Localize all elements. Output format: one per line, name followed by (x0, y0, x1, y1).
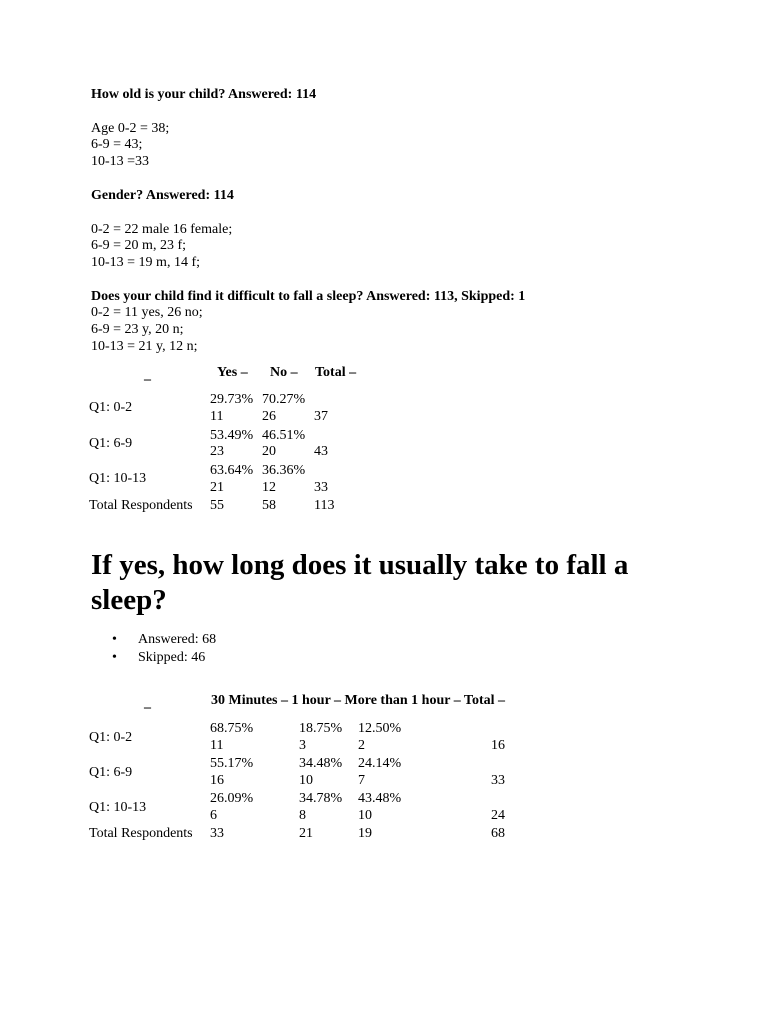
table-cell: 20 (262, 444, 276, 459)
table-cell: 29.73% (210, 392, 254, 407)
table-cell: 63.64% (210, 463, 254, 478)
table-cell: 68.75% (210, 721, 254, 736)
gender-line: 10-13 = 19 m, 14 f; (91, 255, 200, 270)
difficult-line: 6-9 = 23 y, 20 n; (91, 322, 184, 337)
bullet-text: Answered: 68 (138, 632, 217, 647)
table-cell: 26.09% (210, 791, 254, 806)
gender-line: 6-9 = 20 m, 23 f; (91, 238, 186, 253)
table-cell: 8 (299, 808, 306, 823)
table-cell: 33 (210, 826, 224, 841)
table-cell: 6 (210, 808, 217, 823)
bullet-text: Skipped: 46 (138, 650, 206, 665)
table-cell: 26 (262, 409, 276, 424)
table-cell: 16 (210, 773, 224, 788)
total-row-label: Total Respondents (89, 826, 193, 841)
table-cell: 55 (210, 498, 224, 513)
table-cell: 19 (358, 826, 372, 841)
total-row-label: Total Respondents (89, 498, 193, 513)
table-cell: 3 (299, 738, 306, 753)
table-cell: 24.14% (358, 756, 402, 771)
table-cell: 55.17% (210, 756, 254, 771)
table-cell: 68 (491, 826, 505, 841)
column-header-no: No – (270, 365, 298, 380)
table-cell: 43 (314, 444, 328, 459)
row-label: Q1: 6-9 (89, 765, 133, 780)
bullet-icon: • (112, 632, 117, 647)
column-header-row: 30 Minutes – 1 hour – More than 1 hour – Total – (211, 693, 506, 708)
table-cell: 34.48% (299, 756, 343, 771)
gender-question-heading: Gender? Answered: 114 (91, 188, 234, 203)
table-cell: 37 (314, 409, 328, 424)
row-label: Q1: 10-13 (89, 471, 147, 486)
table-cell: 12.50% (358, 721, 402, 736)
row-label: Q1: 10-13 (89, 800, 147, 815)
table-cell: 21 (210, 480, 224, 495)
difficult-question-heading: Does your child find it difficult to fall a sleep? Answered: 113, Skipped: 1 (91, 289, 526, 304)
difficult-line: 0-2 = 11 yes, 26 no; (91, 305, 203, 320)
table-cell: 24 (491, 808, 505, 823)
table-cell: 11 (210, 409, 224, 424)
table-cell: 10 (358, 808, 372, 823)
column-header-yes: Yes – (217, 365, 248, 380)
table-cell: 43.48% (358, 791, 402, 806)
row-label: Q1: 0-2 (89, 730, 133, 745)
table-cell: 33 (314, 480, 328, 495)
table-cell: 2 (358, 738, 365, 753)
table-corner-dash: – (144, 700, 151, 715)
table-cell: 11 (210, 738, 224, 753)
age-question-heading: How old is your child? Answered: 114 (91, 87, 317, 102)
table-cell: 16 (491, 738, 505, 753)
table-cell: 21 (299, 826, 313, 841)
column-header-total: Total – (315, 365, 357, 380)
table-cell: 10 (299, 773, 313, 788)
table-cell: 36.36% (262, 463, 306, 478)
section-heading: If yes, how long does it usually take to fall a sleep? (91, 549, 629, 616)
table-cell: 58 (262, 498, 276, 513)
table-cell: 7 (358, 773, 365, 788)
difficult-line: 10-13 = 21 y, 12 n; (91, 339, 198, 354)
table-cell: 18.75% (299, 721, 343, 736)
table-cell: 12 (262, 480, 276, 495)
row-label: Q1: 6-9 (89, 436, 133, 451)
table-cell: 70.27% (262, 392, 306, 407)
age-line: Age 0-2 = 38; (91, 121, 170, 136)
bullet-icon: • (112, 650, 117, 665)
age-line: 10-13 =33 (91, 154, 150, 169)
row-label: Q1: 0-2 (89, 400, 133, 415)
table-cell: 34.78% (299, 791, 343, 806)
table-corner-dash: – (144, 372, 151, 387)
table-cell: 53.49% (210, 428, 254, 443)
age-line: 6-9 = 43; (91, 137, 143, 152)
table-cell: 113 (314, 498, 335, 513)
table-cell: 23 (210, 444, 224, 459)
table-cell: 33 (491, 773, 505, 788)
gender-line: 0-2 = 22 male 16 female; (91, 222, 233, 237)
table-cell: 46.51% (262, 428, 306, 443)
